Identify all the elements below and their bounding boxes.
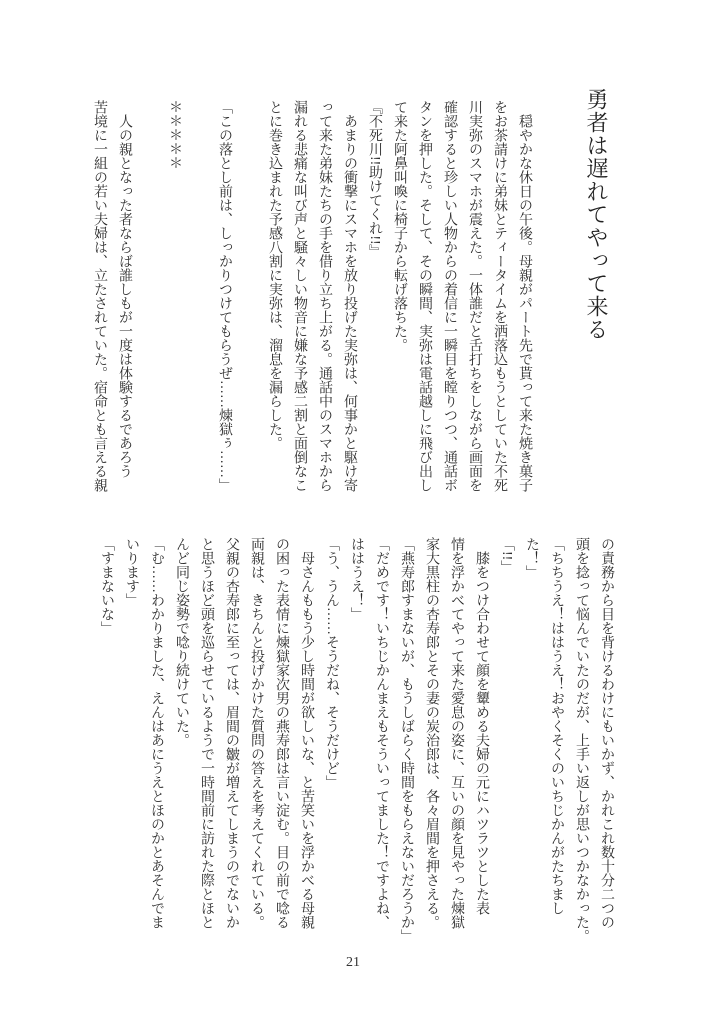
text-line: タンを押した。そして、その瞬間、実弥は電話越しに飛び出し: [417, 100, 432, 492]
text-line: 「この落とし前は、しっかりつけてもらうぜ……煉獄ぅ……」: [217, 100, 232, 492]
text-line: 「だめです！いちじかんまえもそういってました！ですよね、: [374, 537, 389, 929]
text-line: の責務から目を背けるわけにもいかず、かれこれ数十分二つの: [599, 537, 614, 929]
text-line: 確認すると珍しい人物からの着信に一瞬目を瞠りつつ、通話ボ: [442, 100, 457, 492]
text-line: 「燕寿郎すまないが、もうしばらく時間をもらえないだろうか」: [399, 537, 414, 943]
text-line: た！」: [524, 537, 539, 579]
text-line: 「ちちうえ！ははうえ！おやくそくのいちじかんがたちまし: [549, 537, 564, 915]
text-line: [237, 100, 262, 500]
text-line: [137, 100, 162, 500]
text-line: とに巻き込まれた予感八割に実弥は、溜息を漏らした。: [267, 100, 282, 450]
text-line: 穏やかな休日の午後。母親がパート先で貰って来た焼き菓子: [517, 100, 532, 492]
text-line: 両親は、きちんと投げかけた質問の答えを考えてくれている。: [249, 537, 264, 929]
text-line: 漏れる悲痛な叫び声と騒々しい物音に嫌な予感二割と面倒なこ: [292, 100, 307, 492]
text-line: いります」: [124, 537, 139, 607]
text-line: ははうえ！」: [349, 537, 364, 621]
text-line: と思うほど頭を巡らせているようで一時間前に訪れた際とほと: [199, 537, 214, 929]
text-line: ＊＊＊＊＊: [167, 100, 182, 170]
text-line: 頭を捻って悩んでいたのだが、上手い返しが思いつかなかった。: [574, 537, 589, 943]
text-line: 母さんももう少し時間が欲しいな、と苦笑いを浮かべる母親: [299, 537, 314, 929]
text-line: 家大黒柱の杏寿郎とその妻の炭治郎は、各々眉間を押さえる。: [424, 537, 439, 929]
text-line: 「う、うん……そうだね、そうだけど」: [324, 537, 339, 789]
text-line: 「すまないな」: [99, 537, 114, 635]
text-line: 「!!」: [499, 537, 514, 575]
text-block-bottom: [94, 537, 619, 943]
text-line: 父親の杏寿郎に至っては、眉間の皺が増えてしまうのでないか: [224, 537, 239, 929]
text-block-top: [87, 100, 537, 500]
text-line: 『不死川!!助けてくれ!!』: [367, 100, 382, 259]
page-number: 21: [346, 955, 360, 970]
text-line: 川実弥のスマホが震えた。一体誰だと舌打ちをしながら画面を: [467, 100, 482, 492]
text-line: あまりの衝撃にスマホを放り投げた実弥は、何事かと駆け寄: [342, 100, 357, 492]
text-line: って来た弟妹たちの手を借り立ち上がる。通話中のスマホから: [317, 100, 332, 492]
text-line: をお茶請けに弟妹とティータイムを洒落込もうとしていた不死: [492, 100, 507, 492]
text-line: んど同じ姿勢で唸り続けていた。: [174, 537, 189, 747]
chapter-title: 勇者は遅れてやって来る: [584, 88, 609, 341]
text-line: 膝をつけ合わせて顔を顰める夫婦の元にハツラツとした表: [474, 537, 489, 915]
text-line: 苦境に一組の若い夫婦は、立たされていた。宿命とも言える親: [92, 100, 107, 492]
text-line: の困った表情に煉獄家次男の燕寿郎は言い淀む。目の前で唸る: [274, 537, 289, 929]
text-line: 人の親となった者ならば誰しもが一度は体験するであろう: [117, 100, 132, 478]
text-line: 「む……わかりました、えんはあにうえとほのかとあそんでま: [149, 537, 164, 929]
text-line: 情を浮かべてやって来た愛息の姿に、互いの顔を見やった煉獄: [449, 537, 464, 929]
text-line: [187, 100, 212, 500]
text-line: て来た阿鼻叫喚に椅子から転げ落ちた。: [392, 100, 407, 352]
